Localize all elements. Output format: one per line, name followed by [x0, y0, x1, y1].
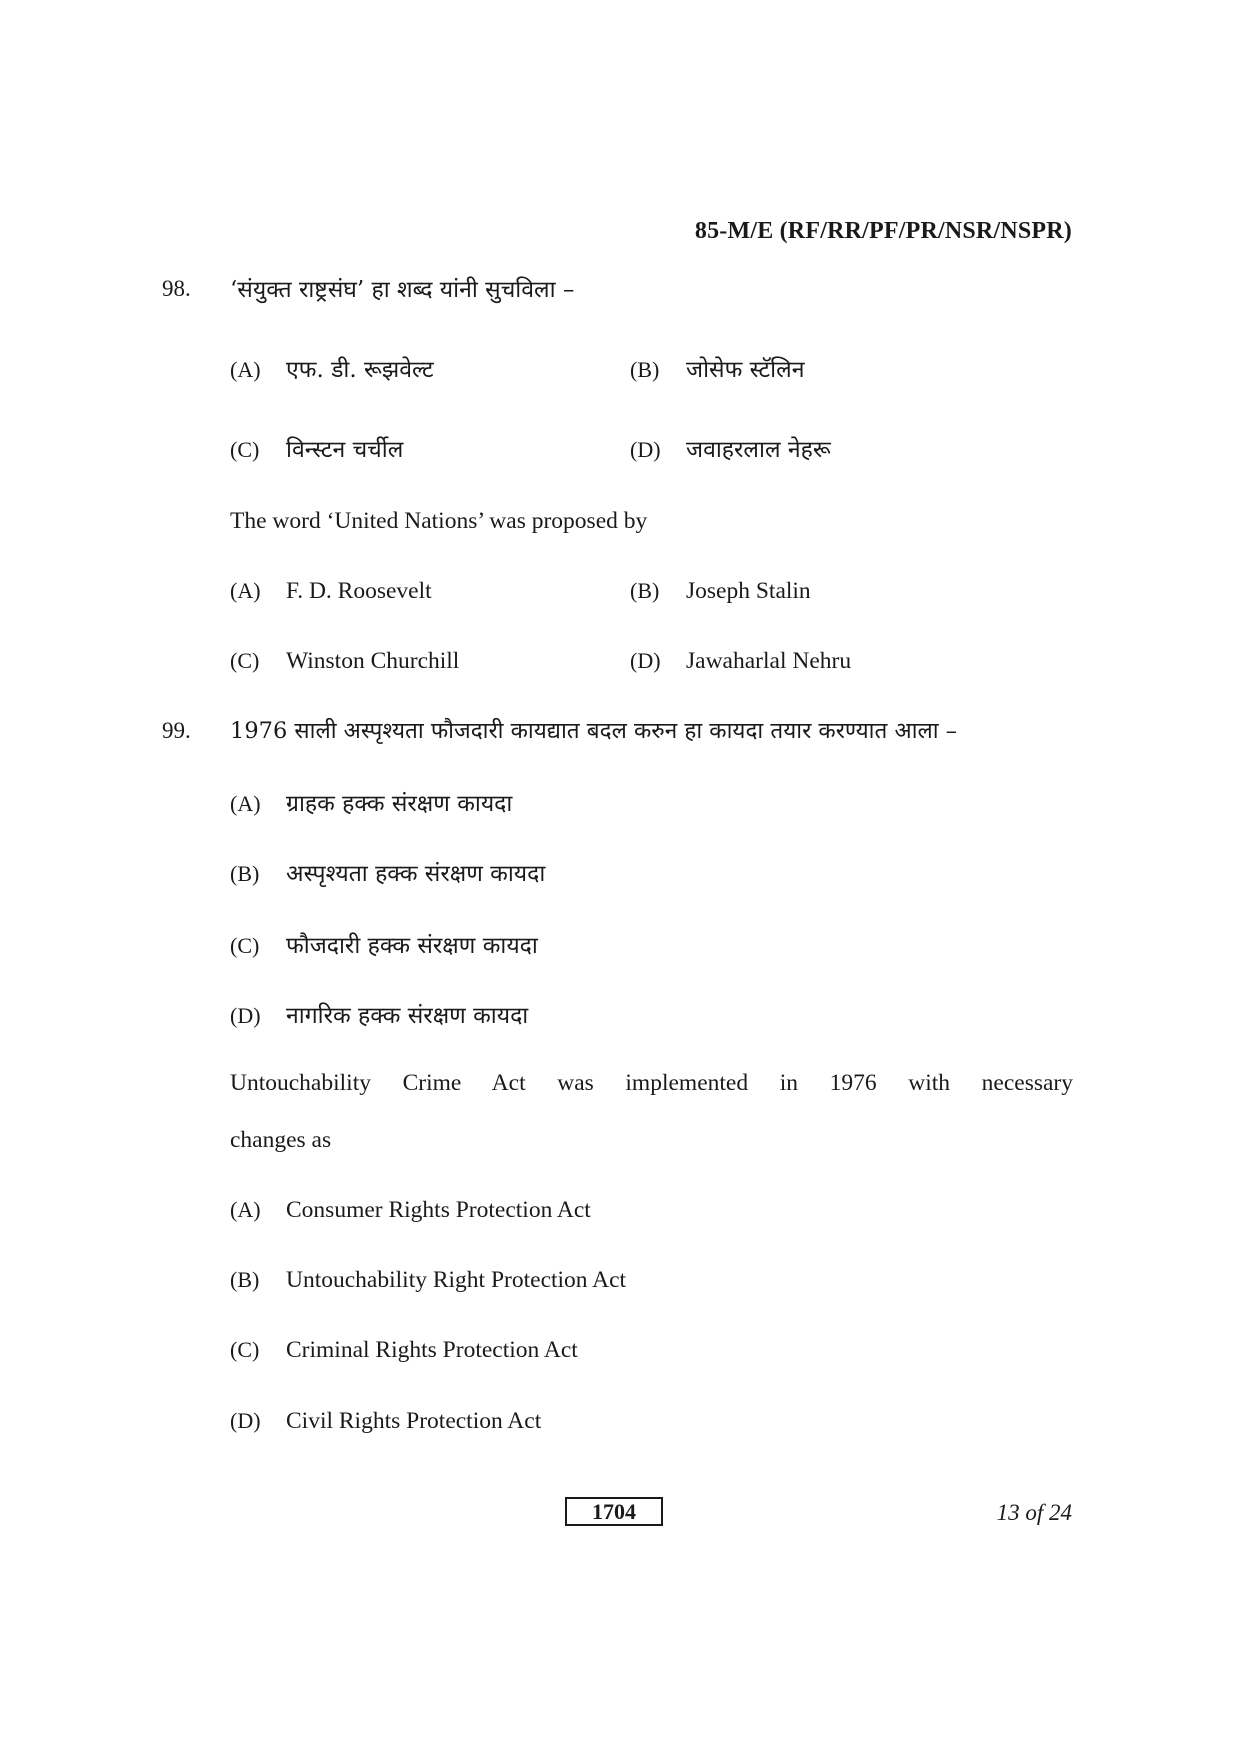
q99-english-option-b: (B) Untouchability Right Protection Act: [230, 1267, 627, 1293]
q98-hindi-option-d: (D) जवाहरलाल नेहरू: [630, 437, 831, 463]
q98-english-option-a: (A) F. D. Roosevelt: [230, 578, 432, 604]
q98-hindi-option-c: (C) विन्स्टन चर्चील: [230, 437, 404, 463]
q98-english-option-c: (C) Winston Churchill: [230, 648, 460, 674]
q98-english-option-b: (B) Joseph Stalin: [630, 578, 811, 604]
q98-english-option-d: (D) Jawaharlal Nehru: [630, 648, 852, 674]
page-number: 13 of 24: [996, 1500, 1072, 1525]
question-99-hindi: 1976 साली अस्पृश्यता फौजदारी कायद्यात बदल करुन हा कायदा तयार करण्यात आला –: [230, 718, 957, 744]
question-98-hindi: ‘संयुक्त राष्ट्रसंघ’ हा शब्द यांनी सुचविला –: [230, 277, 575, 303]
question-98-english: The word ‘United Nations’ was proposed by: [230, 508, 648, 534]
q99-hindi-option-a: (A) ग्राहक हक्क संरक्षण कायदा: [230, 791, 513, 817]
q98-hindi-option-a: (A) एफ. डी. रूझवेल्ट: [230, 357, 434, 383]
booklet-code-box: 1704: [565, 1497, 663, 1526]
question-98-number: 98.: [162, 276, 191, 301]
q99-english-option-c: (C) Criminal Rights Protection Act: [230, 1337, 578, 1363]
q99-english-option-a: (A) Consumer Rights Protection Act: [230, 1197, 591, 1223]
paper-code: 85-M/E (RF/RR/PF/PR/NSR/NSPR): [694, 218, 1072, 244]
q99-hindi-option-c: (C) फौजदारी हक्क संरक्षण कायदा: [230, 933, 538, 959]
q98-hindi-option-b: (B) जोसेफ स्टॅलिन: [630, 357, 805, 383]
question-99-number: 99.: [162, 718, 191, 743]
question-99-english-line-2: changes as: [230, 1127, 332, 1153]
q99-hindi-option-d: (D) नागरिक हक्क संरक्षण कायदा: [230, 1003, 529, 1029]
q99-english-option-d: (D) Civil Rights Protection Act: [230, 1408, 542, 1434]
question-99-english-line-1: Untouchability Crime Act was implemented in 1976 with necessary: [230, 1070, 1073, 1096]
q99-hindi-option-b: (B) अस्पृश्यता हक्क संरक्षण कायदा: [230, 861, 546, 887]
